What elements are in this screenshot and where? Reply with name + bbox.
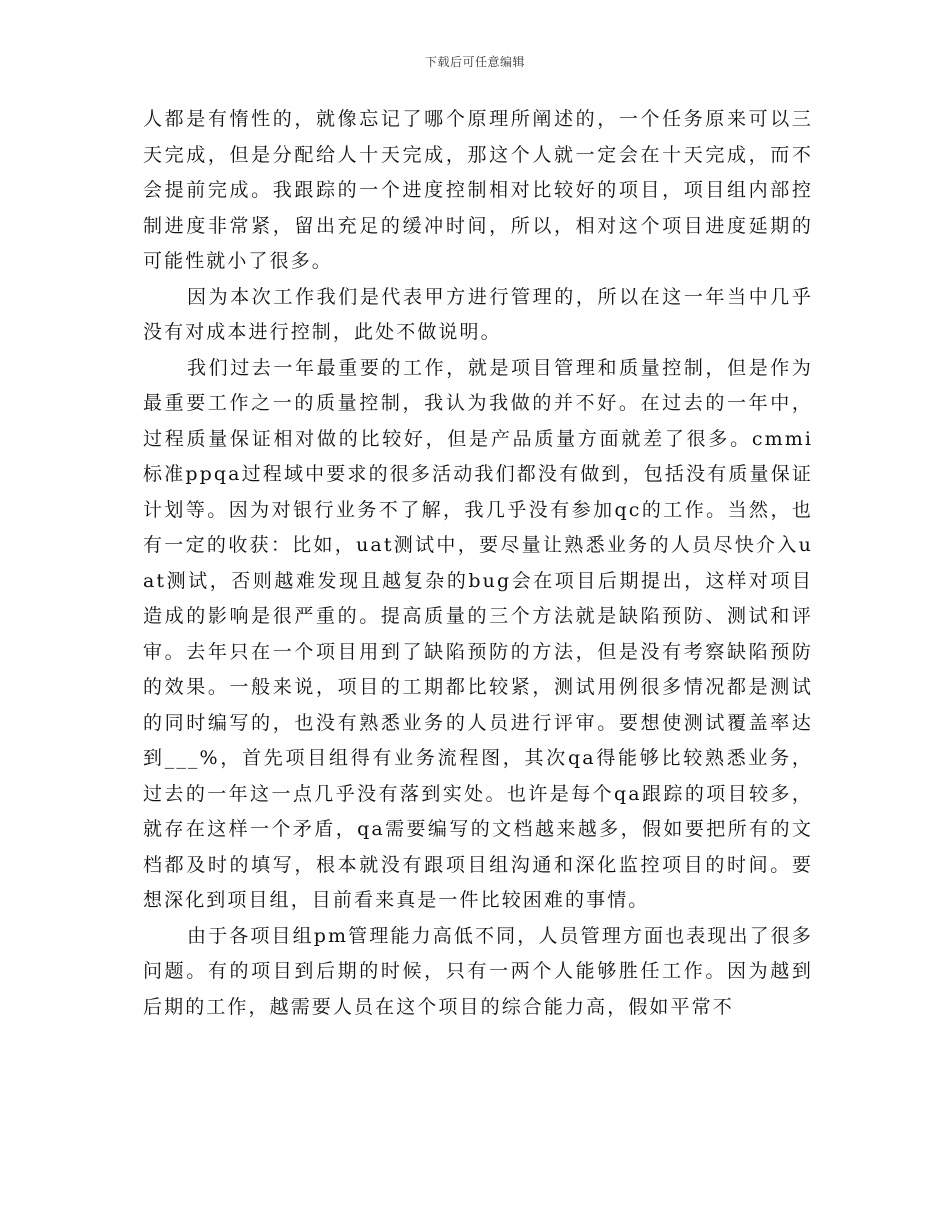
page-header: 下载后可任意编辑 xyxy=(424,55,525,69)
document-body xyxy=(143,102,813,1025)
paragraph-1: 人都是有惰性的，就像忘记了哪个原理所阐述的，一个任务原来可以三天完成，但是分配给人十天完成，那这个人就一定会在十天完成，而不会提前完成。我跟踪的一个进度控制相对比较好的项目，项目组内部控制进度非常紧，留出充足的缓冲时间，所以，相对这个项目进度延期的可能性就小了很多。 xyxy=(143,108,813,272)
paragraph-2: 因为本次工作我们是代表甲方进行管理的，所以在这一年当中几乎没有对成本进行控制，此处不做说明。 xyxy=(143,285,813,343)
paragraph-3: 我们过去一年最重要的工作，就是项目管理和质量控制，但是作为最重要工作之一的质量控制，我认为我做的并不好。在过去的一年中，过程质量保证相对做的比较好，但是产品质量方面就差了很多。cmmi标准ppqa过程域中要求的很多活动我们都没有做到，包括没有质量保证计划等。因为对银行业务不了解，我几乎没有参加qc的工作。当然，也有一定的收获：比如，uat测试中，要尽量让熟悉业务的人员尽快介入uat测试，否则越难发现且越复杂的bug会在项目后期提出，这样对项目造成的影响是很严重的。提高质量的三个方法就是缺陷预防、测试和评审。去年只在一个项目用到了缺陷预防的方法，但是没有考察缺陷预防的效果。一般来说，项目的工期都比较紧，测试用例很多情况都是测试的同时编写的，也没有熟悉业务的人员进行评审。要想使测试覆盖率达到___%，首先项目组得有业务流程图，其次qa得能够比较熟悉业务，过去的一年这一点几乎没有落到实处。也许是每个qa跟踪的项目较多，就存在这样一个矛盾，qa需要编写的文档越来越多，假如要把所有的文档都及时的填写，根本就没有跟项目组沟通和深化监控项目的时间。要想深化到项目组，目前看来真是一件比较困难的事情。 xyxy=(143,356,813,911)
paragraph-4: 由于各项目组pm管理能力高低不同，人员管理方面也表现出了很多问题。有的项目到后期的时候，只有一两个人能够胜任工作。因为越到后期的工作，越需要人员在这个项目的综合能力高，假如平常不 xyxy=(143,924,813,1018)
